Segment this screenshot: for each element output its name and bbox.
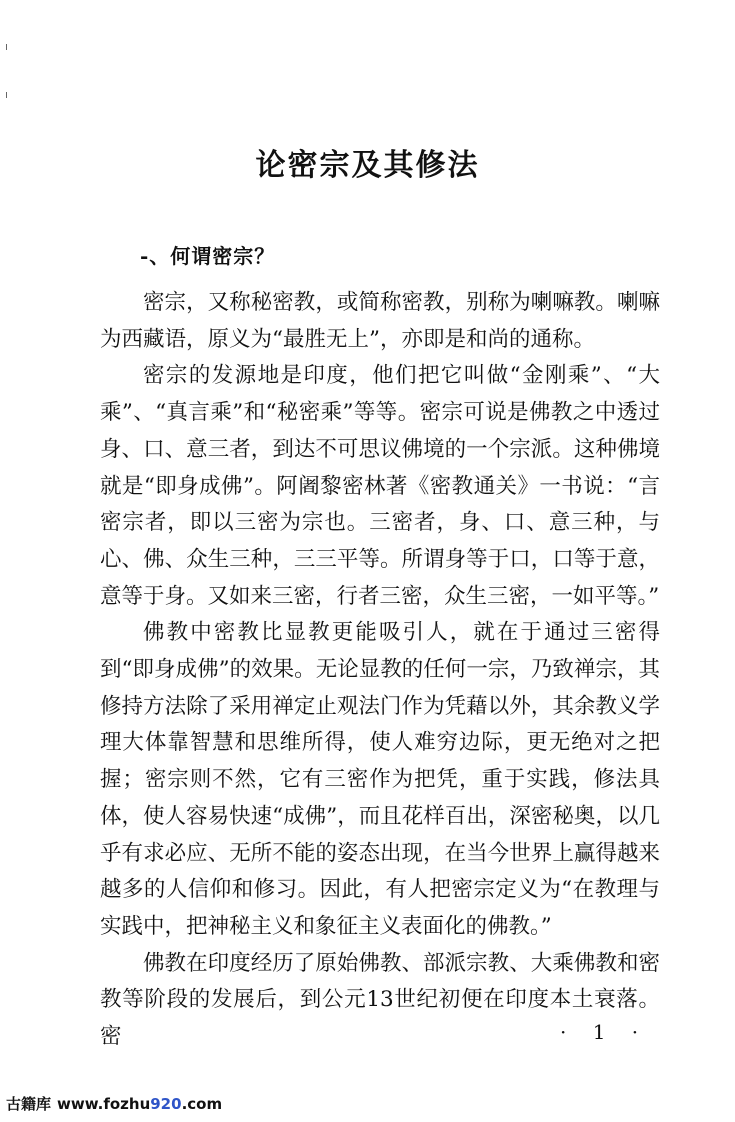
page-number: · 1 · [560,1020,649,1044]
watermark-url-number[interactable]: 920 [150,1095,182,1113]
scan-mark [6,44,7,50]
paragraph: 密宗的发源地是印度，他们把它叫做“金刚乘”、“大乘”、“真言乘”和“秘密乘”等等。密宗可说是佛教之中透过身、口、意三者，到达不可思议佛境的一个宗派。这种佛境就是“即身成佛”。阿阇黎密林著《密教通关》一书说：“言密宗者，即以三密为宗也。三密者，身、口、意三种，与心、佛、众生三种，三三平等。所谓身等于口，口等于意，意等于身。又如来三密，行者三密，众生三密，一如平等。” [100,363,660,609]
watermark-site-name: 古籍库 [6,1095,52,1113]
footer-watermark [6,1094,222,1114]
document-title: 论密宗及其修法 [255,148,480,183]
body-text [100,285,660,1056]
watermark-url-prefix[interactable]: www.fozhu [57,1095,151,1113]
paragraph: 密宗，又称秘密教，或简称密教，别称为喇嘛教。喇嘛为西藏语，原义为“最胜无上”，亦即是和尚的通称。 [100,290,660,352]
paragraph: 佛教在印度经历了原始佛教、部派宗教、大乘佛教和密教等阶段的发展后，到公元13世纪初便在印度本土衰落。密 [100,950,660,1050]
watermark-url-suffix[interactable]: .com [181,1095,223,1113]
section-heading: -、何谓密宗？ [140,244,276,268]
paragraph: 佛教中密教比显教更能吸引人，就在于通过三密得到“即身成佛”的效果。无论显教的任何一宗，乃致禅宗，其修持方法除了采用禅定止观法门作为凭藉以外，其余教义学理大体靠智慧和思维所得，使人难穷边际，更无绝对之把握；密宗则不然，它有三密作为把凭，重于实践，修法具体，使人容易快速“成佛”，而且花样百出，深密秘奥，以几乎有求必应、无所不能的姿态出现，在当今世界上赢得越来越多的人信仰和修习。因此，有人把密宗定义为“在教理与实践中，把神秘主义和象征主义表面化的佛教。” [100,620,660,939]
scan-mark [6,92,7,98]
